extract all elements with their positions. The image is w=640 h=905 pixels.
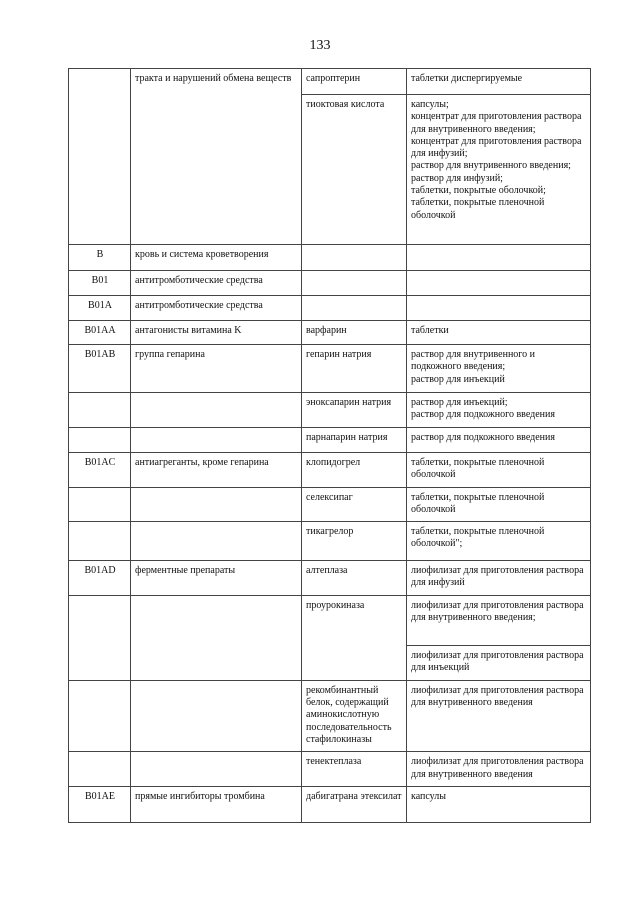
dosage-forms-cell — [407, 321, 591, 345]
table-row — [69, 522, 591, 561]
medication-table — [68, 68, 591, 823]
atc-code-cell: B01AB — [69, 345, 131, 393]
dosage-forms-cell — [407, 487, 591, 522]
dosage-form: таблетки, покрытые оболочкой; — [411, 185, 546, 197]
dosage-forms-cell — [407, 522, 591, 561]
table-row — [69, 393, 591, 428]
dosage-form: раствор для внутривенного и подкожного введения; — [411, 349, 536, 373]
dosage-forms-cell — [407, 345, 591, 393]
group-cell: антитромботические средства — [131, 296, 302, 321]
drug-name-cell: алтеплаза — [302, 561, 407, 596]
group-cell — [131, 522, 302, 561]
dosage-forms-cell — [407, 95, 591, 245]
dosage-forms-cell — [407, 645, 591, 680]
atc-code-cell — [69, 69, 131, 245]
atc-code-cell — [69, 595, 131, 680]
drug-name-cell: сапроптерин — [302, 69, 407, 95]
drug-name-cell: дабигатрана этексилат — [302, 787, 407, 823]
dosage-forms-cell — [407, 680, 591, 751]
table-row — [69, 428, 591, 453]
table-row — [69, 752, 591, 787]
group-cell: тракта и нарушений обмена веществ — [131, 69, 302, 245]
atc-code-cell: B01 — [69, 271, 131, 296]
dosage-form: таблетки, покрытые пленочной оболочкой"; — [411, 526, 545, 550]
drug-name-cell: тикагрелор — [302, 522, 407, 561]
dosage-form: капсулы — [411, 791, 446, 803]
group-cell: группа гепарина — [131, 345, 302, 393]
table-row — [69, 487, 591, 522]
group-cell — [131, 680, 302, 751]
dosage-forms-cell — [407, 752, 591, 787]
table-row — [69, 271, 591, 296]
dosage-forms-cell — [407, 245, 591, 271]
dosage-forms-cell — [407, 561, 591, 596]
atc-code-cell: B — [69, 245, 131, 271]
dosage-form: раствор для внутривенного введения; — [411, 160, 571, 172]
group-cell — [131, 393, 302, 428]
dosage-forms-cell — [407, 787, 591, 823]
dosage-form: таблетки, покрытые пленочной оболочкой — [411, 491, 545, 515]
drug-name-cell — [302, 271, 407, 296]
dosage-forms-cell — [407, 595, 591, 645]
group-cell: кровь и система кроветворения — [131, 245, 302, 271]
group-cell: ферментные препараты — [131, 561, 302, 596]
table-row — [69, 296, 591, 321]
atc-code-cell — [69, 487, 131, 522]
dosage-form: лиофилизат для приготовления раствора для внутривенного введения — [411, 756, 584, 780]
atc-code-cell: B01AA — [69, 321, 131, 345]
drug-name-cell — [302, 245, 407, 271]
atc-code-cell — [69, 522, 131, 561]
group-cell — [131, 595, 302, 680]
dosage-form: лиофилизат для приготовления раствора для инъекций — [411, 649, 584, 674]
table-row — [69, 561, 591, 596]
group-cell — [131, 752, 302, 787]
group-cell: антиагреганты, кроме гепарина — [131, 453, 302, 488]
drug-name-cell: эноксапарин натрия — [302, 393, 407, 428]
drug-name-cell: клопидогрел — [302, 453, 407, 488]
drug-name-cell: тенектеплаза — [302, 752, 407, 787]
table-row — [69, 680, 591, 751]
drug-name-cell: гепарин натрия — [302, 345, 407, 393]
atc-code-cell: B01AE — [69, 787, 131, 823]
dosage-form: раствор для инъекций — [411, 373, 505, 385]
dosage-form: таблетки — [411, 325, 449, 336]
atc-code-cell: B01A — [69, 296, 131, 321]
page-number: 133 — [309, 38, 331, 53]
atc-code-cell — [69, 680, 131, 751]
drug-name-cell: варфарин — [302, 321, 407, 345]
dosage-form: лиофилизат для приготовления раствора для внутривенного введения — [411, 684, 584, 709]
atc-code-cell — [69, 393, 131, 428]
dosage-form: лиофилизат для приготовления раствора для инфузий — [411, 565, 584, 589]
drug-name-cell: селексипаг — [302, 487, 407, 522]
table-row — [69, 345, 591, 393]
table-row — [69, 595, 591, 645]
dosage-form: раствор для инъекций; — [411, 397, 508, 408]
dosage-forms-cell — [407, 428, 591, 453]
table-row — [69, 321, 591, 345]
dosage-form: раствор для подкожного введения — [411, 409, 555, 421]
dosage-form: лиофилизат для приготовления раствора для внутривенного введения; — [411, 599, 584, 624]
atc-code-cell: B01AC — [69, 453, 131, 488]
group-cell: прямые ингибиторы тромбина — [131, 787, 302, 823]
group-cell — [131, 428, 302, 453]
group-cell: антитромботические средства — [131, 271, 302, 296]
dosage-form: раствор для инфузий; — [411, 172, 503, 184]
drug-name-cell: проурокиназа — [302, 595, 407, 680]
dosage-forms-cell — [407, 296, 591, 321]
dosage-form: таблетки диспергируемые — [411, 73, 523, 84]
dosage-form: таблетки, покрытые пленочной оболочкой — [411, 197, 545, 221]
dosage-form: раствор для подкожного введения — [411, 432, 555, 443]
dosage-form: капсулы; — [411, 99, 449, 110]
dosage-form: таблетки, покрытые пленочной оболочкой — [411, 457, 545, 481]
drug-name-cell: тиоктовая кислота — [302, 95, 407, 245]
dosage-forms-cell — [407, 69, 591, 95]
atc-code-cell — [69, 752, 131, 787]
table-row — [69, 787, 591, 823]
drug-name-cell — [302, 296, 407, 321]
table-row — [69, 245, 591, 271]
dosage-forms-cell — [407, 453, 591, 488]
atc-code-cell: B01AD — [69, 561, 131, 596]
group-cell: антагонисты витамина K — [131, 321, 302, 345]
dosage-forms-cell — [407, 393, 591, 428]
dosage-forms-cell — [407, 271, 591, 296]
dosage-form: концентрат для приготовления раствора для внутривенного введения; — [411, 111, 582, 135]
dosage-form: концентрат для приготовления раствора для инфузий; — [411, 135, 582, 160]
drug-name-cell: парнапарин натрия — [302, 428, 407, 453]
group-cell — [131, 487, 302, 522]
table-row — [69, 453, 591, 488]
table-row — [69, 69, 591, 95]
atc-code-cell — [69, 428, 131, 453]
drug-name-cell: рекомбинантный белок, содержащий аминокислотную последовательность стафилокиназы — [302, 680, 407, 751]
